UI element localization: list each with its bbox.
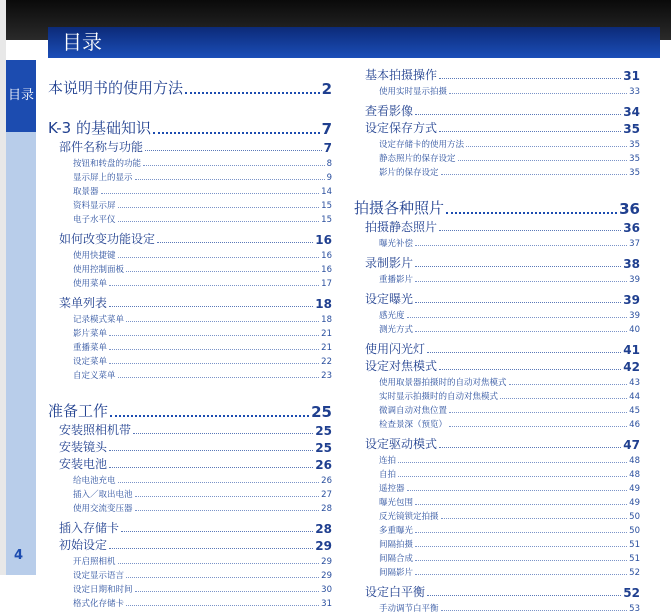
toc-item-entry[interactable] [73, 553, 332, 567]
dot-leader [126, 321, 319, 322]
toc-entry-label: 本说明书的使用方法 [48, 79, 184, 97]
toc-entry-page: 31 [321, 599, 332, 609]
toc-entry-page: 38 [623, 257, 640, 271]
dot-leader [153, 132, 320, 134]
dot-leader [118, 482, 320, 483]
toc-entry-label: 使用快捷键 [73, 251, 116, 261]
toc-entry-label: K-3 的基础知识 [48, 119, 151, 137]
toc-entry-page: 33 [629, 87, 640, 97]
toc-entry-label: 实时显示拍摄时的自动对焦模式 [379, 392, 499, 402]
toc-heading-entry[interactable] [59, 519, 332, 536]
dot-leader [439, 369, 621, 370]
dot-leader [449, 426, 627, 427]
dot-leader [415, 245, 627, 246]
toc-item-entry[interactable] [379, 416, 640, 430]
toc-entry-label: 如何改变功能设定 [59, 232, 156, 246]
toc-entry-page: 35 [629, 140, 640, 150]
toc-entry-label: 曝光包围 [379, 498, 414, 508]
toc-item-entry[interactable] [379, 550, 640, 564]
toc-entry-page: 28 [321, 504, 332, 514]
toc-entry-label: 重播影片 [379, 275, 414, 285]
toc-entry-label: 连拍 [379, 456, 397, 466]
toc-item-entry[interactable] [379, 321, 640, 335]
toc-entry-page: 16 [321, 265, 332, 275]
toc-item-entry[interactable] [73, 325, 332, 339]
toc-entry-page: 22 [321, 357, 332, 367]
toc-entry-page: 16 [315, 233, 332, 247]
toc-entry-page: 31 [623, 69, 640, 83]
toc-entry-label: 使用实时显示拍摄 [379, 87, 448, 97]
toc-entry-label: 检查景深（预览） [379, 420, 448, 430]
dot-leader [466, 146, 627, 147]
toc-chapter-entry[interactable] [354, 186, 640, 218]
toc-entry-label: 曝光补偿 [379, 239, 414, 249]
toc-entry-page: 9 [326, 173, 332, 183]
dot-leader [415, 504, 627, 505]
toc-right-column [354, 66, 640, 614]
toc-entry-page: 34 [623, 105, 640, 119]
spacer [48, 98, 332, 106]
toc-item-entry[interactable] [379, 452, 640, 466]
dot-leader [439, 230, 621, 231]
dot-leader [441, 610, 628, 611]
toc-item-entry[interactable] [73, 261, 332, 275]
toc-entry-page: 40 [629, 325, 640, 335]
dot-leader [415, 114, 621, 115]
toc-entry-label: 记录模式菜单 [73, 315, 125, 325]
toc-entry-page: 21 [321, 343, 332, 353]
toc-entry-page: 50 [629, 512, 640, 522]
dot-leader [109, 335, 319, 336]
toc-item-entry[interactable] [379, 150, 640, 164]
dot-leader [145, 150, 322, 151]
toc-heading-entry[interactable] [365, 218, 640, 235]
toc-entry-page: 50 [629, 526, 640, 536]
dot-leader [185, 92, 320, 94]
toc-entry-page: 39 [629, 311, 640, 321]
toc-item-entry[interactable] [379, 388, 640, 402]
toc-entry-page: 51 [629, 540, 640, 550]
toc-chapter-entry[interactable] [48, 106, 332, 138]
toc-entry-label: 安装镜头 [59, 440, 108, 454]
toc-item-entry[interactable] [379, 564, 640, 578]
toc-item-entry[interactable] [379, 136, 640, 150]
toc-entry-page: 26 [321, 476, 332, 486]
toc-heading-entry[interactable] [365, 583, 640, 600]
dot-leader [121, 531, 313, 532]
dot-leader [118, 257, 320, 258]
toc-entry-page: 25 [315, 424, 332, 438]
toc-item-entry[interactable] [73, 486, 332, 500]
toc-entry-page: 7 [321, 120, 332, 138]
toc-entry-label: 间隔合成 [379, 554, 414, 564]
toc-heading-entry[interactable] [365, 66, 640, 83]
toc-entry-label: 反光镜锁定拍摄 [379, 512, 439, 522]
toc-entry-page: 51 [629, 554, 640, 564]
toc-entry-label: 安装电池 [59, 457, 108, 471]
toc-entry-page: 29 [315, 539, 332, 553]
toc-item-entry[interactable] [73, 567, 332, 581]
toc-entry-label: 使用菜单 [73, 279, 108, 289]
toc-entry-page: 18 [315, 297, 332, 311]
toc-entry-page: 23 [321, 371, 332, 381]
toc-entry-page: 36 [623, 221, 640, 235]
toc-entry-page: 25 [311, 403, 332, 421]
toc-entry-page: 47 [623, 438, 640, 452]
toc-entry-page: 49 [629, 484, 640, 494]
toc-entry-label: 拍摄静态照片 [365, 220, 438, 234]
dot-leader [509, 384, 628, 385]
toc-entry-label: 手动调节白平衡 [379, 604, 439, 614]
toc-item-entry[interactable] [73, 581, 332, 595]
toc-entry-page: 7 [323, 141, 332, 155]
toc-entry-label: 影片的保存设定 [379, 168, 439, 178]
spacer [354, 178, 640, 186]
toc-entry-page: 52 [623, 586, 640, 600]
toc-entry-page: 43 [629, 378, 640, 388]
toc-entry-label: 设定存储卡的使用方法 [379, 140, 465, 150]
toc-entry-label: 设定保存方式 [365, 121, 438, 135]
toc-heading-entry[interactable] [365, 290, 640, 307]
toc-entry-page: 46 [629, 420, 640, 430]
toc-entry-page: 29 [321, 557, 332, 567]
toc-left-column [48, 66, 332, 609]
toc-entry-page: 2 [321, 80, 332, 98]
page-number: 4 [14, 548, 24, 563]
toc-entry-label: 菜单列表 [59, 296, 108, 310]
toc-item-entry[interactable] [73, 183, 332, 197]
dot-leader [135, 591, 320, 592]
toc-entry-label: 影片菜单 [73, 329, 108, 339]
toc-chapter-entry[interactable] [48, 66, 332, 98]
toc-item-entry[interactable] [73, 367, 332, 381]
dot-leader [500, 398, 627, 399]
toc-entry-page: 41 [623, 343, 640, 357]
toc-item-entry[interactable] [73, 339, 332, 353]
toc-heading-entry[interactable] [365, 340, 640, 357]
toc-entry-label: 插入存储卡 [59, 521, 120, 535]
toc-entry-page: 14 [321, 187, 332, 197]
dot-leader [118, 221, 320, 222]
toc-entry-label: 资料显示屏 [73, 201, 116, 211]
toc-entry-label: 安装照相机带 [59, 423, 132, 437]
toc-entry-label: 电子水平仪 [73, 215, 116, 225]
toc-entry-label: 开启照相机 [73, 557, 116, 567]
dot-leader [415, 546, 627, 547]
toc-heading-entry[interactable] [365, 254, 640, 271]
toc-item-entry[interactable] [73, 155, 332, 169]
toc-heading-entry[interactable] [365, 435, 640, 452]
toc-entry-label: 自拍 [379, 470, 397, 480]
toc-entry-label: 取景器 [73, 187, 99, 197]
toc-entry-label: 使用取景器拍摄时的自动对焦模式 [379, 378, 507, 388]
toc-item-entry[interactable] [379, 164, 640, 178]
toc-entry-label: 设定曝光 [365, 292, 414, 306]
toc-entry-label: 设定菜单 [73, 357, 108, 367]
toc-item-entry[interactable] [379, 466, 640, 480]
dot-leader [135, 510, 320, 511]
toc-heading-entry[interactable] [59, 455, 332, 472]
toc-entry-label: 使用交流变压器 [73, 504, 133, 514]
dot-leader [415, 266, 621, 267]
toc-heading-entry[interactable] [59, 230, 332, 247]
dot-leader [407, 490, 628, 491]
toc-entry-page: 35 [623, 122, 640, 136]
toc-entry-page: 39 [629, 275, 640, 285]
toc-item-entry[interactable] [379, 402, 640, 416]
toc-item-entry[interactable] [379, 536, 640, 550]
toc-entry-label: 遥控器 [379, 484, 405, 494]
dot-leader [415, 532, 627, 533]
toc-entry-label: 静态照片的保存设定 [379, 154, 456, 164]
toc-heading-entry[interactable] [365, 357, 640, 374]
toc-entry-label: 测光方式 [379, 325, 414, 335]
toc-entry-page: 30 [321, 585, 332, 595]
toc-item-entry[interactable] [379, 374, 640, 388]
toc-chapter-entry[interactable] [48, 389, 332, 421]
toc-entry-page: 25 [315, 441, 332, 455]
dot-leader [157, 242, 313, 243]
toc-entry-page: 44 [629, 392, 640, 402]
toc-entry-label: 设定对焦模式 [365, 359, 438, 373]
dot-leader [126, 577, 319, 578]
toc-entry-label: 设定白平衡 [365, 585, 426, 599]
toc-item-entry[interactable] [379, 522, 640, 536]
toc-entry-label: 录制影片 [365, 256, 414, 270]
toc-heading-entry[interactable] [365, 119, 640, 136]
dot-leader [415, 302, 621, 303]
toc-entry-label: 显示屏上的显示 [73, 173, 133, 183]
toc-entry-page: 15 [321, 215, 332, 225]
toc-heading-entry[interactable] [59, 294, 332, 311]
toc-entry-page: 28 [315, 522, 332, 536]
toc-entry-label: 设定日期和时间 [73, 585, 133, 595]
toc-item-entry[interactable] [73, 197, 332, 211]
dot-leader [449, 93, 627, 94]
toc-entry-label: 设定驱动模式 [365, 437, 438, 451]
toc-entry-page: 21 [321, 329, 332, 339]
dot-leader [427, 352, 621, 353]
toc-item-entry[interactable] [379, 480, 640, 494]
toc-item-entry[interactable] [73, 247, 332, 261]
side-tab-toc: 目录 [6, 60, 36, 132]
dot-leader [439, 447, 621, 448]
dot-leader [439, 131, 621, 132]
dot-leader [441, 174, 628, 175]
toc-entry-page: 29 [321, 571, 332, 581]
toc-entry-page: 18 [321, 315, 332, 325]
toc-entry-label: 初始设定 [59, 538, 108, 552]
toc-entry-page: 27 [321, 490, 332, 500]
dot-leader [126, 271, 319, 272]
toc-item-entry[interactable] [73, 275, 332, 289]
dot-leader [101, 193, 320, 194]
toc-entry-label: 使用控制面板 [73, 265, 125, 275]
toc-entry-page: 52 [629, 568, 640, 578]
toc-entry-page: 17 [321, 279, 332, 289]
toc-entry-label: 重播菜单 [73, 343, 108, 353]
toc-entry-page: 53 [629, 604, 640, 614]
toc-item-entry[interactable] [73, 595, 332, 609]
toc-item-entry[interactable] [379, 307, 640, 321]
toc-item-entry[interactable] [379, 600, 640, 614]
dot-leader [407, 317, 628, 318]
dot-leader [109, 285, 319, 286]
dot-leader [415, 281, 627, 282]
toc-entry-page: 48 [629, 470, 640, 480]
toc-entry-page: 36 [619, 200, 640, 218]
dot-leader [398, 476, 627, 477]
dot-leader [109, 548, 313, 549]
dot-leader [110, 415, 309, 417]
toc-heading-entry[interactable] [365, 102, 640, 119]
dot-leader [109, 450, 313, 451]
toc-entry-page: 8 [326, 159, 332, 169]
toc-item-entry[interactable] [379, 235, 640, 249]
toc-entry-label: 给电池充电 [73, 476, 116, 486]
toc-entry-label: 感光度 [379, 311, 405, 321]
toc-item-entry[interactable] [379, 83, 640, 97]
toc-heading-entry[interactable] [59, 438, 332, 455]
toc-entry-page: 49 [629, 498, 640, 508]
toc-item-entry[interactable] [73, 311, 332, 325]
toc-entry-label: 按钮和转盘的功能 [73, 159, 142, 169]
toc-entry-label: 部件名称与功能 [59, 140, 144, 154]
toc-item-entry[interactable] [379, 508, 640, 522]
toc-entry-page: 45 [629, 406, 640, 416]
dot-leader [143, 165, 325, 166]
toc-entry-label: 查看影像 [365, 104, 414, 118]
toc-entry-page: 42 [623, 360, 640, 374]
dot-leader [135, 496, 320, 497]
dot-leader [439, 78, 621, 79]
toc-item-entry[interactable] [73, 353, 332, 367]
toc-entry-label: 拍摄各种照片 [354, 199, 445, 217]
dot-leader [118, 207, 320, 208]
toc-entry-page: 37 [629, 239, 640, 249]
toc-entry-label: 格式化存储卡 [73, 599, 125, 609]
dot-leader [427, 595, 621, 596]
toc-entry-page: 35 [629, 154, 640, 164]
toc-item-entry[interactable] [379, 271, 640, 285]
dot-leader [109, 467, 313, 468]
dot-leader [441, 518, 628, 519]
dot-leader [458, 160, 628, 161]
toc-entry-page: 16 [321, 251, 332, 261]
toc-entry-label: 微调自动对焦位置 [379, 406, 448, 416]
toc-item-entry[interactable] [73, 472, 332, 486]
toc-entry-label: 基本拍摄操作 [365, 68, 438, 82]
toc-entry-label: 设定显示语言 [73, 571, 125, 581]
toc-item-entry[interactable] [73, 500, 332, 514]
page-title: 目录 [48, 27, 660, 58]
dot-leader [398, 462, 627, 463]
dot-leader [118, 377, 320, 378]
toc-entry-label: 插入／取出电池 [73, 490, 133, 500]
dot-leader [446, 212, 617, 214]
toc-heading-entry[interactable] [59, 536, 332, 553]
toc-entry-label: 自定义菜单 [73, 371, 116, 381]
side-strip [6, 132, 36, 575]
dot-leader [449, 412, 627, 413]
toc-entry-page: 39 [623, 293, 640, 307]
toc-entry-page: 35 [629, 168, 640, 178]
dot-leader [109, 306, 313, 307]
toc-entry-page: 15 [321, 201, 332, 211]
toc-entry-page: 26 [315, 458, 332, 472]
toc-item-entry[interactable] [73, 169, 332, 183]
dot-leader [133, 433, 313, 434]
spacer [48, 381, 332, 389]
dot-leader [415, 560, 627, 561]
toc-item-entry[interactable] [379, 494, 640, 508]
toc-entry-label: 准备工作 [48, 402, 109, 420]
toc-heading-entry[interactable] [59, 138, 332, 155]
toc-entry-label: 间隔影片 [379, 568, 414, 578]
dot-leader [109, 363, 319, 364]
dot-leader [109, 349, 319, 350]
dot-leader [126, 605, 319, 606]
dot-leader [118, 563, 320, 564]
toc-entry-label: 使用闪光灯 [365, 342, 426, 356]
toc-item-entry[interactable] [73, 211, 332, 225]
toc-entry-label: 间隔拍摄 [379, 540, 414, 550]
dot-leader [415, 331, 627, 332]
toc-heading-entry[interactable] [59, 421, 332, 438]
toc-entry-page: 48 [629, 456, 640, 466]
dot-leader [135, 179, 325, 180]
toc-entry-label: 多重曝光 [379, 526, 414, 536]
